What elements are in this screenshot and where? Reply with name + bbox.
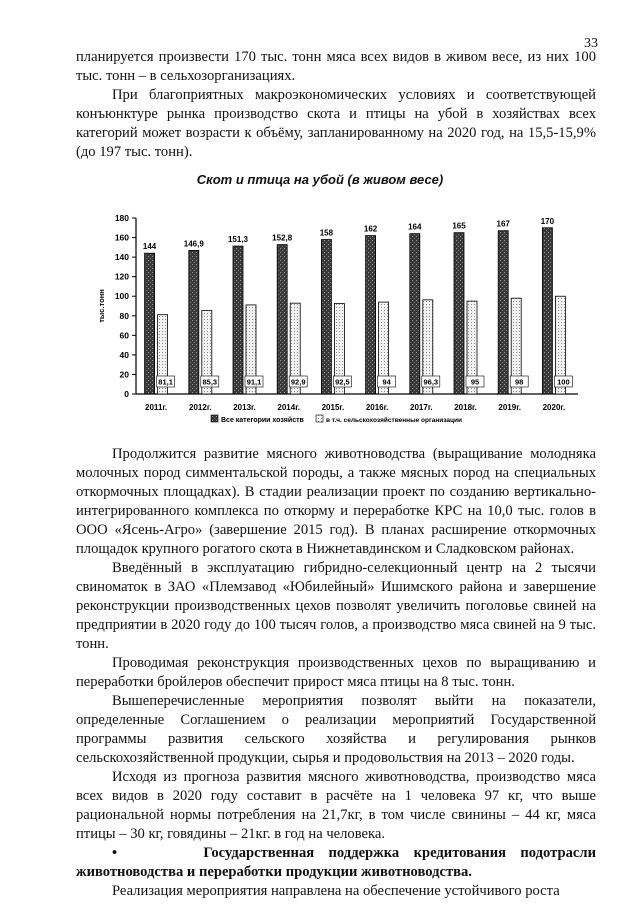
paragraph: При благоприятных макроэкономических условиях и соответствующей конъюнктуре рынка производство скота и птицы на убой в хозяйствах всех категорий может возрасти к объёму, запланированному на 2020 год, на 15,5-15,9% (до 197 тыс. тонн). <box>76 87 596 160</box>
data-label-orgs: 81,1 <box>158 377 173 387</box>
legend-swatch-orgs <box>316 415 323 422</box>
bar-all-categories <box>410 234 420 394</box>
paragraph: Реализация мероприятия направлена на обеспечение устойчивого роста <box>112 883 560 899</box>
x-tick-label: 2012г. <box>189 403 212 412</box>
data-label-orgs: 95 <box>470 377 480 387</box>
y-tick-label: 140 <box>114 252 129 263</box>
data-label-all: 151,3 <box>227 235 249 245</box>
bar-all-categories <box>454 233 464 394</box>
data-label-all: 162 <box>363 224 378 234</box>
page-number: 33 <box>584 36 598 51</box>
paragraph: Вышеперечисленные мероприятия позволят выйти на показатели, определенные Соглашением о реализации мероприятий Государственной программы развития сельского хозяйства и регулирования рынков сельскохозяйственной продукции, сырья и продовольствия на 2013 – 2020 годы. <box>76 693 596 766</box>
data-label-all: 152,8 <box>272 233 293 243</box>
paragraph: Введённый в эксплуатацию гибридно-селекционный центр на 2 тысячи свиноматок в ЗАО «Племзавод «Юбилейный» Ишимского района и завершение реконструкции производственных цехов позволят увеличить поголовье свиней на предприятии в 2020 году до 100 тысяч голов, а производство мяса свиней на 9 тыс. тонн. <box>76 560 596 652</box>
x-tick-label: 2019г. <box>498 403 521 412</box>
y-tick-label: 80 <box>119 310 129 321</box>
chart-title: Скот и птица на убой (в живом весе) <box>196 172 444 187</box>
data-label-orgs: 100 <box>557 377 570 387</box>
data-label-all: 144 <box>142 242 157 252</box>
legend-label-orgs: в т.ч. сельскохозяйственные организации <box>326 417 462 424</box>
x-tick-label: 2018г. <box>454 403 477 412</box>
y-tick-label: 120 <box>114 271 129 282</box>
body-text <box>76 445 596 901</box>
paragraph: Продолжится развитие мясного животноводства (выращивание молодняка молочных пород симментальской породы, а также мясных пород на специальных откормочных площадках). В стадии реализации проект по созданию вертикально-интегрированного комплекса по откорму и переработке КРС на 10,0 тыс. голов в ООО «Ясень-Агро» (завершение 2015 год). В планах расширение откормочных площадок крупного рогатого скота в Нижнетавдинском и Сладковском районах. <box>76 446 596 557</box>
y-tick-label: 60 <box>119 330 129 341</box>
data-label-all: 164 <box>408 222 422 232</box>
bar-all-categories <box>233 246 243 394</box>
intro-text <box>76 48 596 162</box>
bar-all-categories <box>366 236 376 394</box>
data-label-all: 170 <box>540 216 555 226</box>
data-label-orgs: 91,1 <box>246 377 262 387</box>
legend-swatch-all <box>211 415 218 422</box>
x-tick-label: 2017г. <box>410 403 433 412</box>
data-label-orgs: 85,3 <box>202 377 218 387</box>
y-tick-label: 180 <box>114 213 129 223</box>
x-tick-label: 2013г. <box>233 403 256 412</box>
bar-all-categories <box>542 228 552 394</box>
data-label-all: 158 <box>319 228 334 238</box>
y-tick-label: 20 <box>119 369 129 380</box>
data-label-orgs: 92,9 <box>290 377 306 387</box>
paragraph: планируется произвести 170 тыс. тонн мяса всех видов в живом весе, из них 100 тыс. тонн – в сельхозорганизациях. <box>76 49 596 84</box>
x-tick-label: 2011г. <box>145 403 168 412</box>
y-tick-label: 0 <box>124 389 129 399</box>
paragraph: Проводимая реконструкция производственных цехов по выращиванию и переработки бройлеров обеспечит прирост мяса птицы на 8 тыс. тонн. <box>76 655 596 690</box>
data-label-all: 165 <box>452 221 466 231</box>
bar-all-categories <box>145 253 155 394</box>
data-label-orgs: 96,3 <box>423 377 439 387</box>
y-tick-label: 160 <box>114 232 129 243</box>
bar-all-categories <box>498 231 508 394</box>
x-tick-label: 2014г. <box>277 403 300 412</box>
bar-all-categories <box>321 240 331 394</box>
bar-all-categories <box>277 245 287 394</box>
x-tick-label: 2020г. <box>542 403 566 412</box>
bar-chart <box>0 196 640 436</box>
y-axis-label: тыс.тонн <box>97 289 106 323</box>
bar-all-categories <box>189 250 199 394</box>
data-label-orgs: 94 <box>382 377 391 387</box>
legend-label-all: Все категории хозяйств <box>221 417 304 424</box>
data-label-orgs: 98 <box>515 377 524 387</box>
data-label-all: 167 <box>496 219 510 229</box>
data-label-orgs: 92,5 <box>335 377 350 387</box>
paragraph: Исходя из прогноза развития мясного животноводства, производство мяса всех видов в 2020 году составит в расчёте на 1 человека 97 кг, что выше рациональной нормы потребления на 21,7кг, в том числе свинины – 44 кг, мяса птицы – 30 кг, говядины – 21кг. в год на человека. <box>76 769 596 842</box>
data-label-all: 146,9 <box>183 239 204 249</box>
y-tick-label: 40 <box>119 349 129 360</box>
x-tick-label: 2015г. <box>321 403 345 412</box>
section-heading: • Государственная поддержка кредитования подотрасли животноводства и переработки продукции животноводства. <box>76 845 596 880</box>
y-tick-label: 100 <box>114 291 129 302</box>
x-tick-label: 2016г. <box>365 403 389 412</box>
